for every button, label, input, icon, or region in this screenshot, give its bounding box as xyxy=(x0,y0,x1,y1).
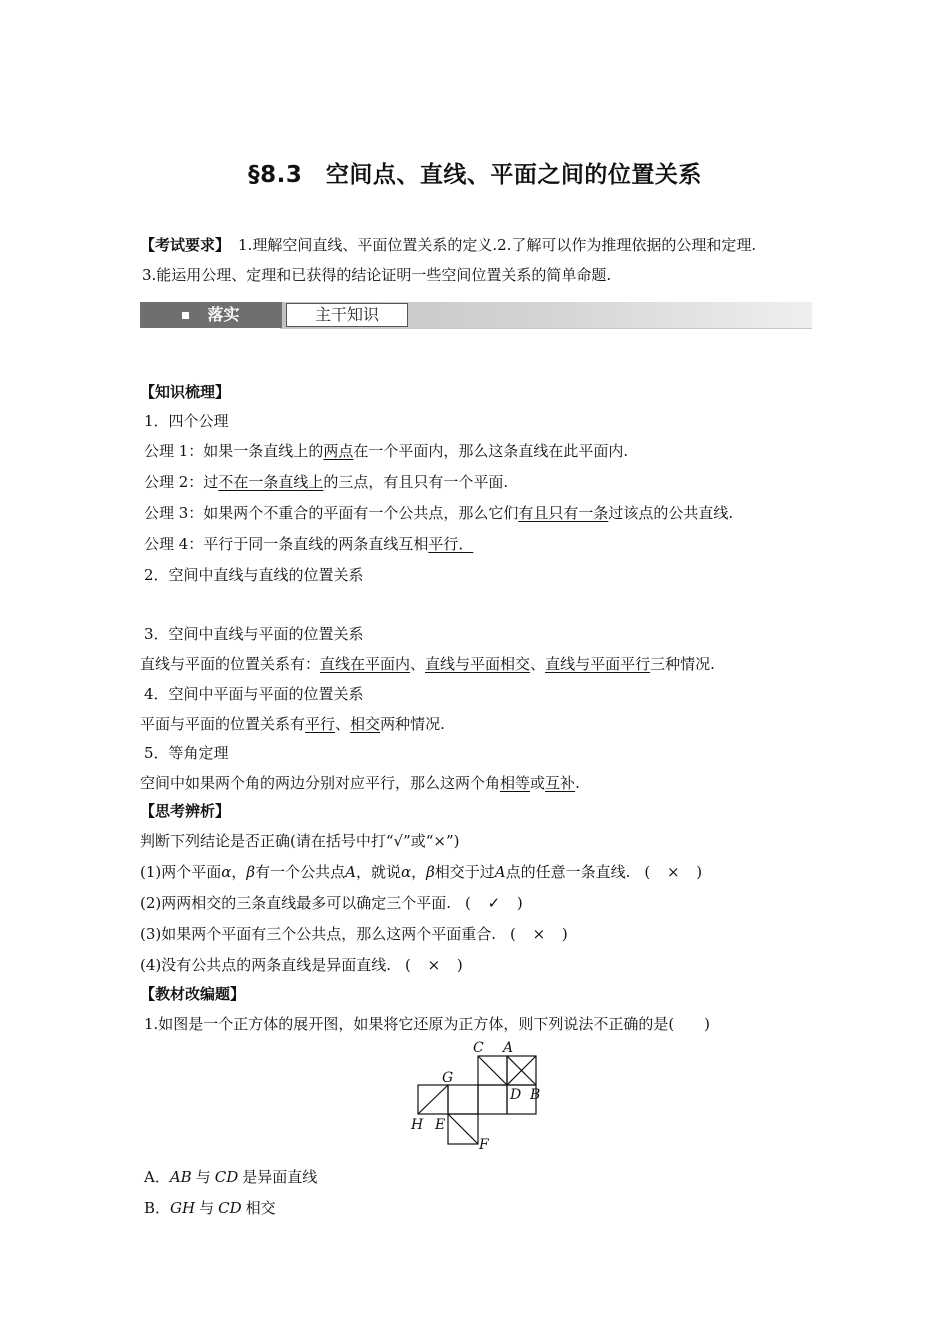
thinking-q1: (1)两个平面α，β有一个公共点A，就说α，β相交于过A点的任意一条直线. ( × ) xyxy=(140,863,703,881)
knowledge-item-5: 5．等角定理 xyxy=(144,744,229,762)
q3-answer: × xyxy=(532,925,546,943)
section-tag-primary: 落实 xyxy=(140,302,282,328)
axiom-4-blank: 平行． xyxy=(428,535,474,553)
thinking-heading: 【思考辨析】 xyxy=(140,802,231,820)
section-bar xyxy=(140,302,812,328)
label-a: A xyxy=(503,1040,514,1056)
section-tag-secondary: 主干知识 xyxy=(286,303,408,327)
q1-answer: × xyxy=(666,863,680,881)
textbook-heading: 【教材改编题】 xyxy=(140,985,246,1003)
square-bullet-icon xyxy=(182,312,189,319)
knowledge-item-4-text: 平面与平面的位置关系有平行、相交两种情况. xyxy=(140,715,445,733)
label-f: F xyxy=(479,1137,489,1153)
net-square-mid-3 xyxy=(478,1085,507,1114)
axiom-1: 公理 1：如果一条直线上的两点在一个平面内，那么这条直线在此平面内. xyxy=(144,442,629,460)
axiom-2: 公理 2：过不在一条直线上的三点，有且只有一个平面. xyxy=(144,473,509,491)
knowledge-item-3-text: 直线与平面的位置关系有：直线在平面内、直线与平面相交、直线与平面平行三种情况. xyxy=(140,655,715,673)
page-title: §8.3 空间点、直线、平面之间的位置关系 xyxy=(248,162,702,188)
requirements-text-2: 3.能运用公理、定理和已获得的结论证明一些空间位置关系的简单命题. xyxy=(142,266,612,284)
knowledge-heading: 【知识梳理】 xyxy=(140,383,231,401)
section-bar-divider xyxy=(280,328,812,329)
label-b: B xyxy=(530,1087,541,1103)
textbook-q1: 1.如图是一个正方体的展开图，如果将它还原为正方体，则下列说法不正确的是( ) xyxy=(144,1015,711,1033)
label-h: H xyxy=(411,1117,424,1133)
axiom-3-blank: 有且只有一条 xyxy=(518,504,609,522)
axiom-4: 公理 4：平行于同一条直线的两条直线互相平行． xyxy=(144,535,474,553)
knowledge-item-5-text: 空间中如果两个角的两边分别对应平行，那么这两个角相等或互补. xyxy=(140,774,580,792)
thinking-q3: (3)如果两个平面有三个公共点，那么这两个平面重合. ( × ) xyxy=(140,925,568,943)
label-d: D xyxy=(510,1087,522,1103)
knowledge-item-2: 2．空间中直线与直线的位置关系 xyxy=(144,566,364,584)
requirements-text-1: 1.理解空间直线、平面位置关系的定义.2.了解可以作为推理依据的公理和定理. xyxy=(238,236,757,254)
knowledge-item-3: 3．空间中直线与平面的位置关系 xyxy=(144,625,364,643)
thinking-intro: 判断下列结论是否正确(请在括号中打“√”或“×”) xyxy=(140,832,460,850)
thinking-q4: (4)没有公共点的两条直线是异面直线. ( × ) xyxy=(140,956,463,974)
label-e: E xyxy=(435,1117,446,1133)
q2-answer: ✓ xyxy=(487,894,501,912)
knowledge-item-1: 1．四个公理 xyxy=(144,412,229,430)
net-square-mid-2 xyxy=(448,1085,478,1114)
requirements-line-1 xyxy=(140,234,756,255)
option-b: B．GH 与 CD 相交 xyxy=(144,1199,276,1217)
axiom-2-blank: 不在一条直线上 xyxy=(218,473,324,491)
label-g: G xyxy=(442,1070,454,1086)
cube-net-figure xyxy=(405,1038,565,1158)
q4-answer: × xyxy=(427,956,441,974)
requirements-label: 【考试要求】 xyxy=(140,236,231,254)
thinking-q2: (2)两两相交的三条直线最多可以确定三个平面. ( ✓ ) xyxy=(140,894,523,912)
axiom-1-blank: 两点 xyxy=(323,442,354,460)
label-c: C xyxy=(473,1040,484,1056)
knowledge-item-4: 4．空间中平面与平面的位置关系 xyxy=(144,685,364,703)
axiom-3: 公理 3：如果两个不重合的平面有一个公共点，那么它们有且只有一条过该点的公共直线. xyxy=(144,504,734,522)
option-a: A．AB 与 CD 是异面直线 xyxy=(144,1168,318,1186)
